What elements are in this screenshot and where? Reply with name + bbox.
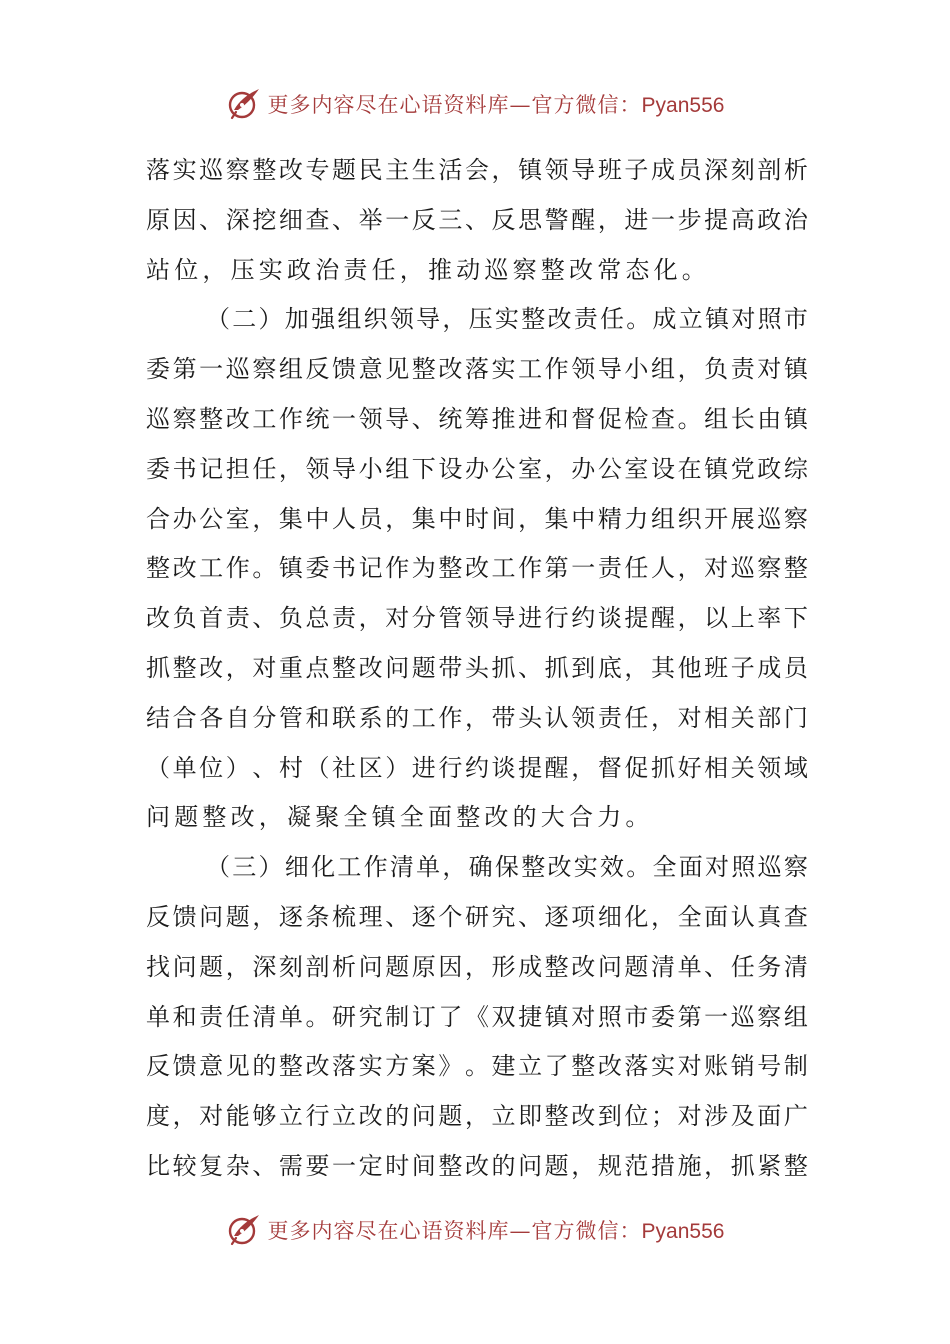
text-line: 找 问 题 ， 深 刻 剖 析 问 题 原 因 ， 形 成 整 改 问 题 清 单 、 任 务 清	[146, 952, 808, 981]
footer-banner	[0, 1210, 950, 1250]
footer-banner-text: 更多内容尽在心语资料库—官方微信：Pyan556	[267, 1219, 725, 1243]
quill-logo-icon	[226, 1212, 262, 1248]
text-line: （ 二 ） 加 强 组 织 领 导 ， 压 实 整 改 责 任 。 成 立 镇 对 照 市	[206, 305, 808, 334]
wechat-id: Pyan556	[641, 1220, 725, 1243]
text-line: 委 第 一 巡 察 组 反 馈 意 见 整 改 落 实 工 作 领 导 小 组 ， 负 责 对 镇	[146, 355, 808, 384]
document-body	[146, 146, 808, 1192]
text-line: 问题整改，凝聚全镇全面整改的大合力。	[146, 803, 654, 832]
text-line: 落 实 巡 察 整 改 专 题 民 主 生 活 会 ， 镇 领 导 班 子 成 员 深 刻 剖 析	[146, 156, 808, 184]
text-line: 比 较 复 杂 、 需 要 一 定 时 间 整 改 的 问 题 ， 规 范 措 施 ， 抓 紧 整	[146, 1151, 808, 1180]
text-line: 合 办 公 室 ， 集 中 人 员 ， 集 中 时 间 ， 集 中 精 力 组 织 开 展 巡 察	[146, 504, 808, 533]
text-line: 单 和 责 任 清 单 。 研 究 制 订 了 《 双 捷 镇 对 照 市 委 第 一 巡 察 组	[146, 1002, 808, 1031]
text-line: 原 因 、 深 挖 细 查 、 举 一 反 三 、 反 思 警 醒 ， 进 一 步 提 高 政 治	[146, 205, 808, 234]
text-line: （ 单 位 ） 、 村 （ 社 区 ） 进 行 约 谈 提 醒 ， 督 促 抓 好 相 关 领 域	[146, 753, 808, 782]
text-line: 抓 整 改 ， 对 重 点 整 改 问 题 带 头 抓 、 抓 到 底 ， 其 他 班 子 成 员	[146, 653, 808, 682]
text-line: 结 合 各 自 分 管 和 联 系 的 工 作 ， 带 头 认 领 责 任 ， 对 相 关 部 门	[146, 703, 808, 732]
wechat-id: Pyan556	[641, 94, 725, 117]
text-line: 整 改 工 作 。 镇 委 书 记 作 为 整 改 工 作 第 一 责 任 人 ， 对 巡 察 整	[146, 554, 808, 583]
text-line: 巡 察 整 改 工 作 统 一 领 导 、 统 筹 推 进 和 督 促 检 查 。 组 长 由 镇	[146, 404, 808, 433]
text-line: （ 三 ） 细 化 工 作 清 单 ， 确 保 整 改 实 效 。 全 面 对 照 巡 察	[206, 853, 808, 882]
text-line: 反 馈 意 见 的 整 改 落 实 方 案 》 。 建 立 了 整 改 落 实 对 账 销 号 制	[146, 1052, 808, 1081]
text-line: 反 馈 问 题 ， 逐 条 梳 理 、 逐 个 研 究 、 逐 项 细 化 ， 全 面 认 真 查	[146, 902, 808, 931]
text-line: 改 负 首 责 、 负 总 责 ， 对 分 管 领 导 进 行 约 谈 提 醒 ， 以 上 率 下	[146, 604, 808, 633]
text-line: 委 书 记 担 任 ， 领 导 小 组 下 设 办 公 室 ， 办 公 室 设 在 镇 党 政 综	[146, 454, 808, 483]
text-line: 站位，压实政治责任，推动巡察整改常态化。	[146, 255, 710, 284]
header-banner	[0, 84, 950, 124]
quill-logo-icon	[226, 86, 262, 122]
header-banner-text: 更多内容尽在心语资料库—官方微信：Pyan556	[267, 93, 725, 117]
text-line: 度 ， 对 能 够 立 行 立 改 的 问 题 ， 立 即 整 改 到 位 ； 对 涉 及 面 广	[146, 1102, 808, 1131]
